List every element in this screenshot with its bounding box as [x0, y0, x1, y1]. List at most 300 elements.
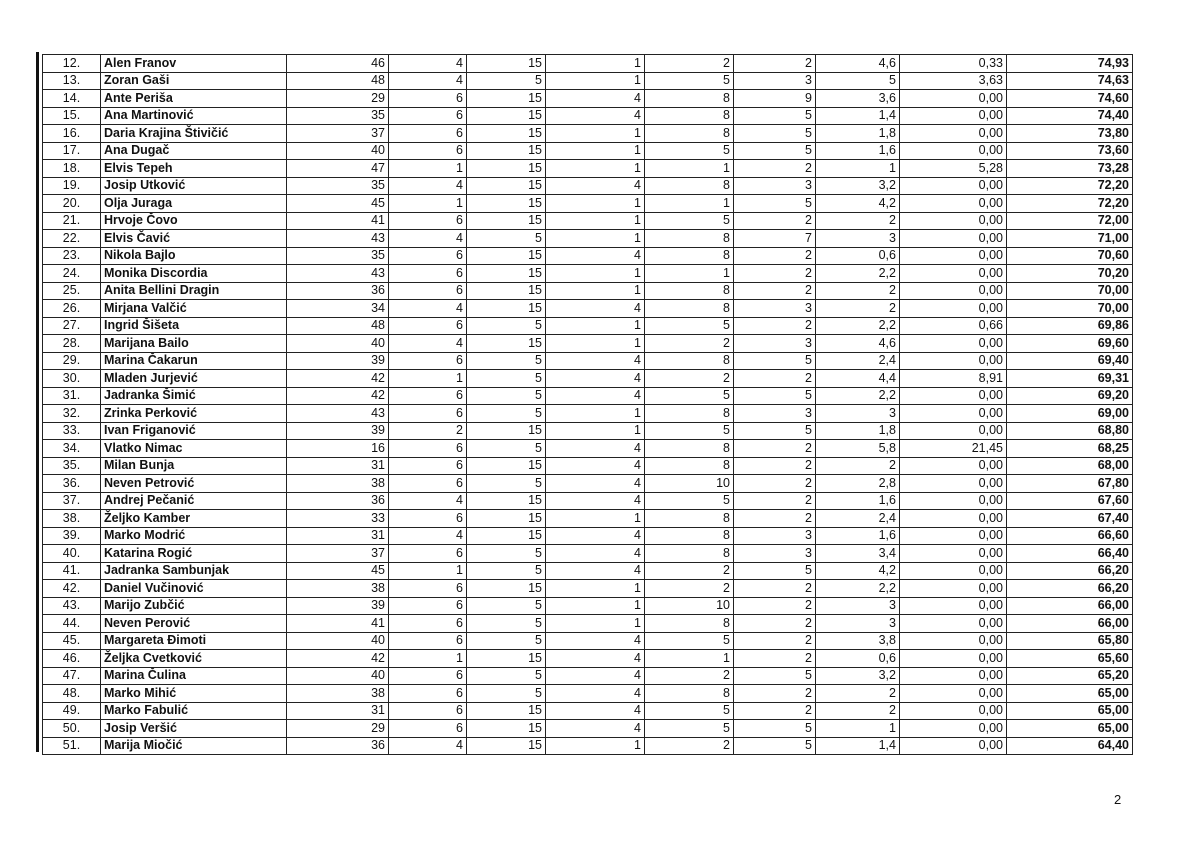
value-cell: 1 [546, 510, 645, 528]
rank-cell: 35. [43, 457, 101, 475]
rank-cell: 19. [43, 177, 101, 195]
table-row [43, 615, 1133, 633]
value-cell: 0,00 [900, 422, 1007, 440]
total-cell: 69,86 [1007, 317, 1133, 335]
value-cell: 15 [467, 125, 546, 143]
value-cell: 5 [645, 72, 734, 90]
value-cell: 3 [734, 335, 816, 353]
value-cell: 45 [287, 562, 389, 580]
value-cell: 15 [467, 510, 546, 528]
total-cell: 68,80 [1007, 422, 1133, 440]
value-cell: 5 [467, 475, 546, 493]
value-cell: 1 [816, 720, 900, 738]
rank-cell: 47. [43, 667, 101, 685]
value-cell: 43 [287, 230, 389, 248]
value-cell: 1,6 [816, 527, 900, 545]
name-cell: Zoran Gaši [101, 72, 287, 90]
value-cell: 15 [467, 247, 546, 265]
total-cell: 66,40 [1007, 545, 1133, 563]
value-cell: 4 [546, 650, 645, 668]
value-cell: 15 [467, 457, 546, 475]
rank-cell: 24. [43, 265, 101, 283]
table-row [43, 142, 1133, 160]
value-cell: 3 [734, 527, 816, 545]
name-cell: Željka Cvetković [101, 650, 287, 668]
table-row [43, 685, 1133, 703]
value-cell: 4 [546, 702, 645, 720]
value-cell: 1,8 [816, 422, 900, 440]
value-cell: 4 [546, 475, 645, 493]
rank-cell: 49. [43, 702, 101, 720]
name-cell: Neven Petrović [101, 475, 287, 493]
value-cell: 39 [287, 422, 389, 440]
total-cell: 67,60 [1007, 492, 1133, 510]
value-cell: 0,00 [900, 405, 1007, 423]
value-cell: 15 [467, 55, 546, 73]
value-cell: 1,6 [816, 492, 900, 510]
rank-cell: 46. [43, 650, 101, 668]
value-cell: 5 [467, 405, 546, 423]
value-cell: 4 [389, 177, 467, 195]
value-cell: 2 [816, 457, 900, 475]
value-cell: 5 [467, 615, 546, 633]
value-cell: 4,2 [816, 562, 900, 580]
table-row [43, 387, 1133, 405]
value-cell: 48 [287, 317, 389, 335]
value-cell: 0,00 [900, 632, 1007, 650]
value-cell: 4 [389, 737, 467, 755]
value-cell: 1 [389, 160, 467, 178]
value-cell: 6 [389, 702, 467, 720]
name-cell: Ana Martinović [101, 107, 287, 125]
name-cell: Josip Veršić [101, 720, 287, 738]
total-cell: 72,20 [1007, 177, 1133, 195]
table-row [43, 545, 1133, 563]
value-cell: 4 [546, 685, 645, 703]
value-cell: 2,2 [816, 387, 900, 405]
value-cell: 3 [816, 597, 900, 615]
value-cell: 39 [287, 352, 389, 370]
table-row [43, 632, 1133, 650]
value-cell: 47 [287, 160, 389, 178]
value-cell: 3,2 [816, 177, 900, 195]
value-cell: 1 [546, 317, 645, 335]
value-cell: 2 [734, 55, 816, 73]
value-cell: 10 [645, 475, 734, 493]
value-cell: 0,00 [900, 562, 1007, 580]
value-cell: 42 [287, 650, 389, 668]
total-cell: 66,00 [1007, 597, 1133, 615]
value-cell: 4,6 [816, 55, 900, 73]
name-cell: Jadranka Sambunjak [101, 562, 287, 580]
value-cell: 1 [389, 562, 467, 580]
name-cell: Alen Franov [101, 55, 287, 73]
value-cell: 4 [546, 247, 645, 265]
value-cell: 8 [645, 125, 734, 143]
total-cell: 71,00 [1007, 230, 1133, 248]
value-cell: 0,00 [900, 510, 1007, 528]
value-cell: 0,00 [900, 475, 1007, 493]
value-cell: 5 [467, 597, 546, 615]
value-cell: 0,00 [900, 597, 1007, 615]
value-cell: 4 [546, 562, 645, 580]
rank-cell: 27. [43, 317, 101, 335]
value-cell: 3 [816, 405, 900, 423]
total-cell: 72,00 [1007, 212, 1133, 230]
total-cell: 70,60 [1007, 247, 1133, 265]
table-row [43, 422, 1133, 440]
name-cell: Marijo Zubčić [101, 597, 287, 615]
name-cell: Margareta Đimoti [101, 632, 287, 650]
value-cell: 5 [734, 352, 816, 370]
value-cell: 6 [389, 440, 467, 458]
value-cell: 3,63 [900, 72, 1007, 90]
value-cell: 35 [287, 107, 389, 125]
name-cell: Josip Utković [101, 177, 287, 195]
value-cell: 0,00 [900, 177, 1007, 195]
value-cell: 6 [389, 615, 467, 633]
value-cell: 0,00 [900, 527, 1007, 545]
value-cell: 38 [287, 580, 389, 598]
name-cell: Marko Fabulić [101, 702, 287, 720]
value-cell: 6 [389, 90, 467, 108]
value-cell: 0,00 [900, 352, 1007, 370]
value-cell: 6 [389, 107, 467, 125]
value-cell: 15 [467, 90, 546, 108]
value-cell: 15 [467, 212, 546, 230]
value-cell: 4 [546, 492, 645, 510]
rank-cell: 22. [43, 230, 101, 248]
value-cell: 6 [389, 387, 467, 405]
value-cell: 2 [645, 335, 734, 353]
total-cell: 67,40 [1007, 510, 1133, 528]
value-cell: 2 [734, 510, 816, 528]
table-row [43, 90, 1133, 108]
value-cell: 4,2 [816, 195, 900, 213]
total-cell: 70,20 [1007, 265, 1133, 283]
value-cell: 15 [467, 335, 546, 353]
value-cell: 2,2 [816, 580, 900, 598]
value-cell: 2 [734, 457, 816, 475]
value-cell: 5 [645, 212, 734, 230]
rank-cell: 37. [43, 492, 101, 510]
value-cell: 2 [645, 580, 734, 598]
rank-cell: 28. [43, 335, 101, 353]
total-cell: 65,20 [1007, 667, 1133, 685]
value-cell: 0,00 [900, 282, 1007, 300]
value-cell: 2 [389, 422, 467, 440]
value-cell: 2,2 [816, 265, 900, 283]
rank-cell: 16. [43, 125, 101, 143]
total-cell: 69,00 [1007, 405, 1133, 423]
value-cell: 37 [287, 545, 389, 563]
value-cell: 5 [734, 142, 816, 160]
rank-cell: 50. [43, 720, 101, 738]
table-row [43, 562, 1133, 580]
value-cell: 15 [467, 702, 546, 720]
value-cell: 1 [389, 195, 467, 213]
rank-cell: 17. [43, 142, 101, 160]
value-cell: 41 [287, 615, 389, 633]
name-cell: Mirjana Valčić [101, 300, 287, 318]
value-cell: 3 [734, 405, 816, 423]
value-cell: 6 [389, 475, 467, 493]
name-cell: Andrej Pečanić [101, 492, 287, 510]
value-cell: 6 [389, 580, 467, 598]
value-cell: 1,4 [816, 737, 900, 755]
table-row [43, 492, 1133, 510]
name-cell: Milan Bunja [101, 457, 287, 475]
value-cell: 15 [467, 195, 546, 213]
value-cell: 2 [645, 370, 734, 388]
value-cell: 2 [816, 300, 900, 318]
table-row [43, 265, 1133, 283]
value-cell: 2 [816, 702, 900, 720]
value-cell: 2 [734, 475, 816, 493]
name-cell: Ante Periša [101, 90, 287, 108]
value-cell: 6 [389, 212, 467, 230]
value-cell: 15 [467, 650, 546, 668]
value-cell: 41 [287, 212, 389, 230]
value-cell: 38 [287, 475, 389, 493]
total-cell: 64,40 [1007, 737, 1133, 755]
value-cell: 36 [287, 492, 389, 510]
value-cell: 5 [467, 632, 546, 650]
value-cell: 48 [287, 72, 389, 90]
name-cell: Jadranka Šimić [101, 387, 287, 405]
total-cell: 73,28 [1007, 160, 1133, 178]
value-cell: 2 [645, 667, 734, 685]
value-cell: 2,8 [816, 475, 900, 493]
value-cell: 6 [389, 247, 467, 265]
value-cell: 40 [287, 667, 389, 685]
value-cell: 2,2 [816, 317, 900, 335]
value-cell: 2 [734, 317, 816, 335]
name-cell: Marko Modrić [101, 527, 287, 545]
value-cell: 4 [546, 107, 645, 125]
value-cell: 5 [467, 545, 546, 563]
value-cell: 33 [287, 510, 389, 528]
value-cell: 5 [645, 317, 734, 335]
value-cell: 3,4 [816, 545, 900, 563]
value-cell: 1 [645, 650, 734, 668]
value-cell: 5 [467, 562, 546, 580]
value-cell: 42 [287, 387, 389, 405]
value-cell: 6 [389, 265, 467, 283]
rank-cell: 48. [43, 685, 101, 703]
value-cell: 35 [287, 247, 389, 265]
value-cell: 4 [546, 720, 645, 738]
value-cell: 5 [467, 317, 546, 335]
value-cell: 0,00 [900, 580, 1007, 598]
table-row [43, 282, 1133, 300]
value-cell: 4 [546, 440, 645, 458]
table-row [43, 580, 1133, 598]
value-cell: 15 [467, 580, 546, 598]
value-cell: 0,00 [900, 247, 1007, 265]
value-cell: 0,00 [900, 667, 1007, 685]
value-cell: 8 [645, 405, 734, 423]
name-cell: Olja Juraga [101, 195, 287, 213]
value-cell: 1 [389, 650, 467, 668]
total-cell: 68,00 [1007, 457, 1133, 475]
value-cell: 5 [645, 492, 734, 510]
value-cell: 0,00 [900, 615, 1007, 633]
value-cell: 5 [645, 387, 734, 405]
value-cell: 8 [645, 352, 734, 370]
value-cell: 0,6 [816, 650, 900, 668]
rank-cell: 30. [43, 370, 101, 388]
value-cell: 4 [389, 72, 467, 90]
value-cell: 40 [287, 632, 389, 650]
value-cell: 5 [734, 107, 816, 125]
value-cell: 8 [645, 440, 734, 458]
value-cell: 0,00 [900, 107, 1007, 125]
rank-cell: 18. [43, 160, 101, 178]
value-cell: 1,8 [816, 125, 900, 143]
name-cell: Mladen Jurjević [101, 370, 287, 388]
value-cell: 0,00 [900, 650, 1007, 668]
table-row [43, 317, 1133, 335]
value-cell: 31 [287, 457, 389, 475]
total-cell: 69,31 [1007, 370, 1133, 388]
value-cell: 1 [546, 142, 645, 160]
value-cell: 4 [389, 300, 467, 318]
value-cell: 4 [546, 90, 645, 108]
value-cell: 8 [645, 527, 734, 545]
rank-cell: 44. [43, 615, 101, 633]
value-cell: 1 [645, 195, 734, 213]
value-cell: 15 [467, 300, 546, 318]
value-cell: 6 [389, 667, 467, 685]
total-cell: 74,63 [1007, 72, 1133, 90]
value-cell: 6 [389, 597, 467, 615]
value-cell: 0,00 [900, 387, 1007, 405]
value-cell: 31 [287, 527, 389, 545]
value-cell: 5 [467, 667, 546, 685]
total-cell: 68,25 [1007, 440, 1133, 458]
value-cell: 4 [546, 177, 645, 195]
left-margin-rule [36, 52, 39, 752]
value-cell: 0,33 [900, 55, 1007, 73]
value-cell: 0,00 [900, 125, 1007, 143]
value-cell: 15 [467, 160, 546, 178]
name-cell: Ana Dugač [101, 142, 287, 160]
value-cell: 0,00 [900, 142, 1007, 160]
name-cell: Neven Perović [101, 615, 287, 633]
name-cell: Ingrid Šišeta [101, 317, 287, 335]
table-row [43, 55, 1133, 73]
value-cell: 3 [734, 177, 816, 195]
value-cell: 2 [816, 282, 900, 300]
value-cell: 8 [645, 510, 734, 528]
value-cell: 42 [287, 370, 389, 388]
value-cell: 0,00 [900, 212, 1007, 230]
value-cell: 0,66 [900, 317, 1007, 335]
value-cell: 15 [467, 265, 546, 283]
total-cell: 69,60 [1007, 335, 1133, 353]
value-cell: 1 [546, 282, 645, 300]
value-cell: 0,00 [900, 300, 1007, 318]
value-cell: 4 [389, 230, 467, 248]
value-cell: 5 [645, 422, 734, 440]
table-row [43, 212, 1133, 230]
rank-cell: 39. [43, 527, 101, 545]
value-cell: 1 [546, 335, 645, 353]
value-cell: 8 [645, 282, 734, 300]
value-cell: 2 [734, 265, 816, 283]
name-cell: Elvis Tepeh [101, 160, 287, 178]
value-cell: 3,8 [816, 632, 900, 650]
value-cell: 5 [467, 685, 546, 703]
value-cell: 43 [287, 265, 389, 283]
value-cell: 1 [546, 422, 645, 440]
value-cell: 2 [734, 702, 816, 720]
rank-cell: 23. [43, 247, 101, 265]
value-cell: 3,6 [816, 90, 900, 108]
table-row [43, 247, 1133, 265]
value-cell: 5 [734, 422, 816, 440]
table-row [43, 667, 1133, 685]
value-cell: 0,00 [900, 737, 1007, 755]
value-cell: 1 [546, 405, 645, 423]
value-cell: 2 [734, 160, 816, 178]
table-row [43, 405, 1133, 423]
table-row [43, 650, 1133, 668]
value-cell: 4 [389, 492, 467, 510]
value-cell: 40 [287, 335, 389, 353]
value-cell: 6 [389, 720, 467, 738]
value-cell: 6 [389, 632, 467, 650]
rank-cell: 26. [43, 300, 101, 318]
value-cell: 5 [734, 737, 816, 755]
total-cell: 65,00 [1007, 702, 1133, 720]
value-cell: 5 [816, 72, 900, 90]
value-cell: 46 [287, 55, 389, 73]
value-cell: 2 [645, 562, 734, 580]
total-cell: 66,20 [1007, 562, 1133, 580]
rank-cell: 34. [43, 440, 101, 458]
value-cell: 15 [467, 492, 546, 510]
value-cell: 2,4 [816, 352, 900, 370]
total-cell: 74,40 [1007, 107, 1133, 125]
value-cell: 1 [546, 580, 645, 598]
value-cell: 3 [816, 230, 900, 248]
value-cell: 8 [645, 685, 734, 703]
name-cell: Vlatko Nimac [101, 440, 287, 458]
table-row [43, 177, 1133, 195]
value-cell: 2 [734, 597, 816, 615]
value-cell: 2 [734, 632, 816, 650]
value-cell: 5 [645, 142, 734, 160]
value-cell: 2 [734, 580, 816, 598]
value-cell: 0,00 [900, 720, 1007, 738]
rank-cell: 38. [43, 510, 101, 528]
rank-cell: 40. [43, 545, 101, 563]
value-cell: 0,00 [900, 90, 1007, 108]
value-cell: 15 [467, 107, 546, 125]
total-cell: 72,20 [1007, 195, 1133, 213]
total-cell: 65,00 [1007, 720, 1133, 738]
value-cell: 6 [389, 352, 467, 370]
value-cell: 5 [645, 720, 734, 738]
value-cell: 5 [467, 370, 546, 388]
value-cell: 3 [734, 72, 816, 90]
value-cell: 34 [287, 300, 389, 318]
value-cell: 0,00 [900, 230, 1007, 248]
value-cell: 0,00 [900, 685, 1007, 703]
name-cell: Elvis Čavić [101, 230, 287, 248]
